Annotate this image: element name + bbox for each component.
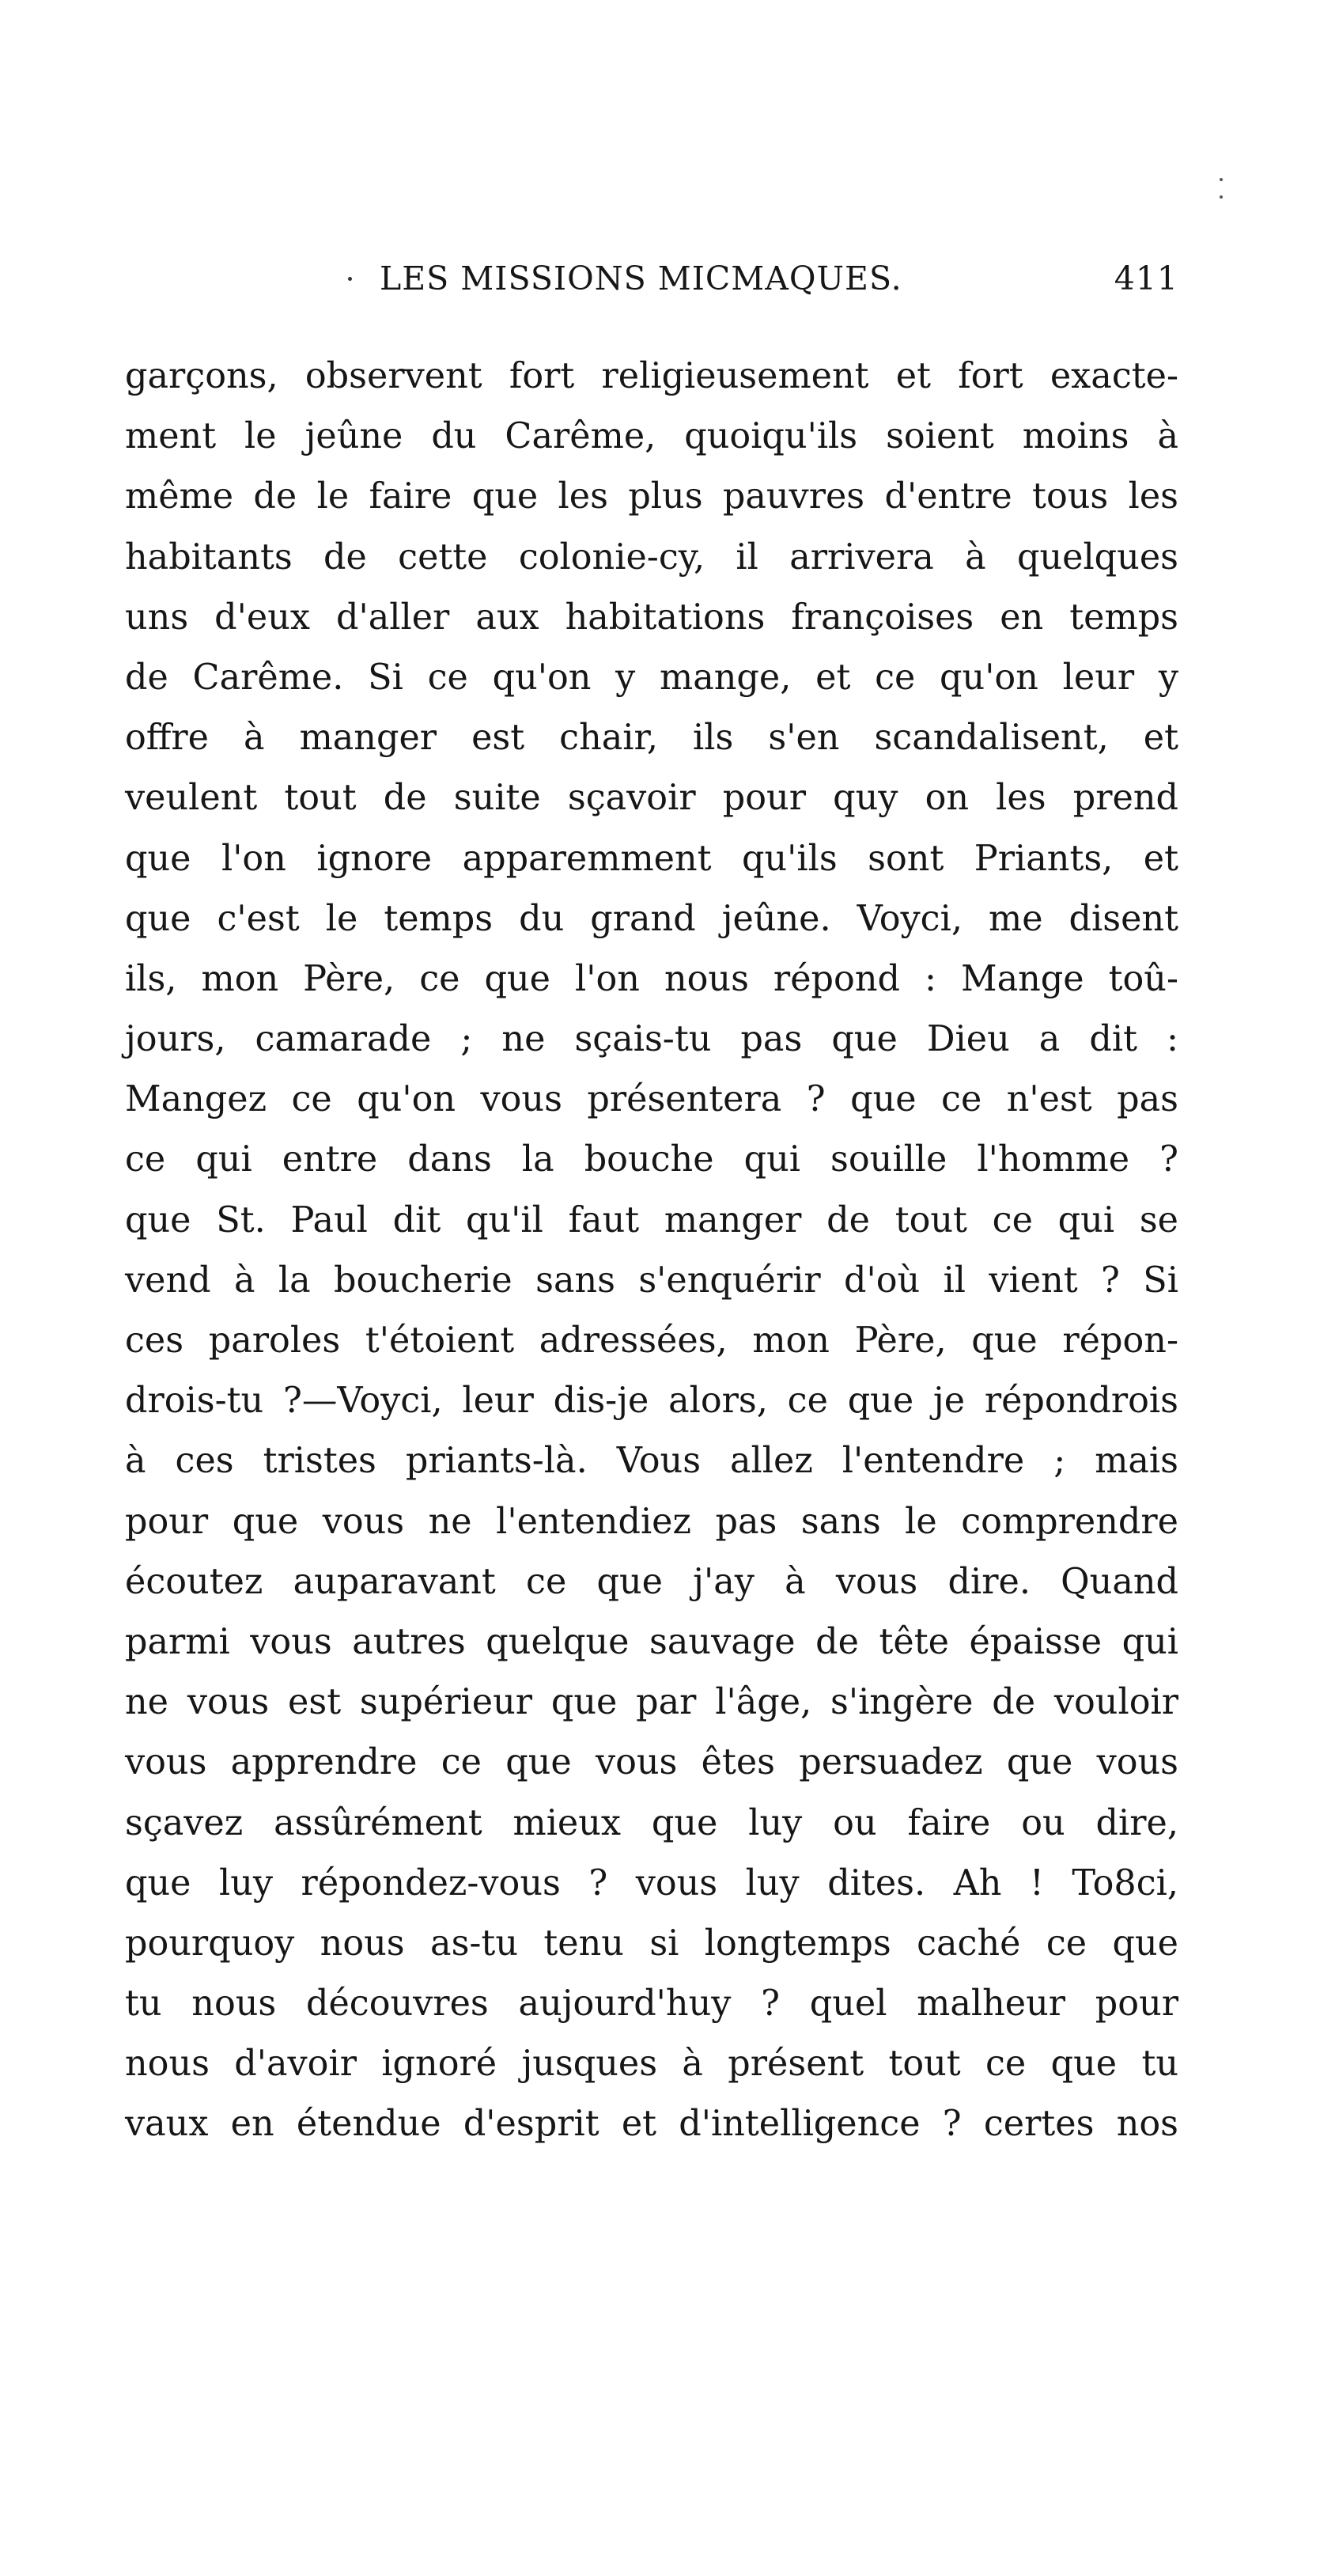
- text-line: pourquoy nous as-tu tenu si longtemps caché ce que: [125, 1923, 1178, 1964]
- text-line: parmi vous autres quelque sauvage de tête épaisse qui: [125, 1621, 1178, 1662]
- text-line: sçavez assûrément mieux que luy ou faire ou dire,: [125, 1802, 1178, 1843]
- text-line: habitants de cette colonie-cy, il arrivera à quelques: [125, 536, 1178, 578]
- text-line: ce qui entre dans la bouche qui souille l'homme ?: [125, 1139, 1178, 1180]
- text-line: ment le jeûne du Carême, quoiqu'ils soient moins à: [125, 416, 1178, 457]
- text-line: garçons, observent fort religieusement et fort exacte-: [125, 356, 1178, 396]
- text-line: offre à manger est chair, ils s'en scandalisent, et: [125, 718, 1178, 759]
- margin-mark: [1220, 178, 1223, 203]
- body-text: [125, 347, 1178, 2155]
- page-header: [348, 259, 1178, 307]
- text-line: nous d'avoir ignoré jusques à présent tout ce que tu: [125, 2044, 1178, 2085]
- text-line: à ces tristes priants-là. Vous allez l'entendre ; mais: [125, 1441, 1178, 1482]
- text-line: veulent tout de suite sçavoir pour quy on les prend: [125, 778, 1178, 819]
- text-line: ils, mon Père, ce que l'on nous répond : Mange toû-: [125, 958, 1178, 999]
- text-line: pour que vous ne l'entendiez pas sans le comprendre: [125, 1501, 1178, 1542]
- page-number: 411: [1114, 259, 1178, 297]
- text-line: drois-tu ?—Voyci, leur dis-je alors, ce que je répondrois: [125, 1381, 1178, 1422]
- text-line: vend à la boucherie sans s'enquérir d'où il vient ? Si: [125, 1260, 1178, 1301]
- text-line: vous apprendre ce que vous êtes persuadez que vous: [125, 1742, 1178, 1783]
- text-line: vaux en étendue d'esprit et d'intelligence ? certes nos: [125, 2104, 1178, 2145]
- text-line: que St. Paul dit qu'il faut manger de tout ce qui se: [125, 1199, 1178, 1241]
- running-title: LES MISSIONS MICMAQUES.: [380, 259, 902, 297]
- text-line: même de le faire que les plus pauvres d'entre tous les: [125, 476, 1178, 517]
- text-line: Mangez ce qu'on vous présentera ? que ce n'est pas: [125, 1079, 1178, 1120]
- text-line: que l'on ignore apparemment qu'ils sont Priants, et: [125, 838, 1178, 879]
- text-line: ne vous est supérieur que par l'âge, s'ingère de vouloir: [125, 1682, 1178, 1723]
- text-line: tu nous découvres aujourd'huy ? quel malheur pour: [125, 1983, 1178, 2025]
- header-dot: [348, 277, 352, 281]
- text-line: que luy répondez-vous ? vous luy dites. Ah ! To8ci,: [125, 1862, 1178, 1904]
- text-line: que c'est le temps du grand jeûne. Voyci, me disent: [125, 898, 1178, 939]
- text-line: uns d'eux d'aller aux habitations françoises en temps: [125, 597, 1178, 638]
- text-line: ces paroles t'étoient adressées, mon Père, que répon-: [125, 1320, 1178, 1361]
- text-line: de Carême. Si ce qu'on y mange, et ce qu'on leur y: [125, 657, 1178, 698]
- text-line: écoutez auparavant ce que j'ay à vous dire. Quand: [125, 1561, 1178, 1602]
- text-line: jours, camarade ; ne sçais-tu pas que Dieu a dit :: [125, 1019, 1178, 1060]
